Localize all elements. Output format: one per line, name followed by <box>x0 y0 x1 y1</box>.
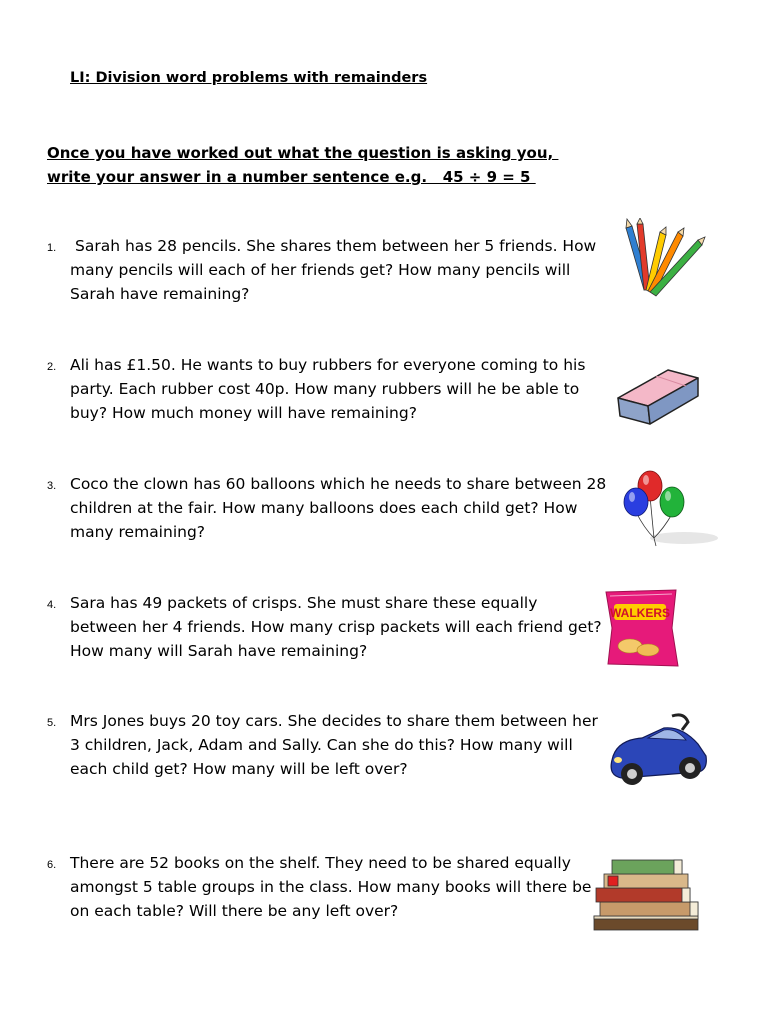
question-6 <box>47 851 607 923</box>
question-number: 2. <box>47 361 57 373</box>
question-text: Ali has £1.50. He wants to buy rubbers for everyone coming to his party. Each rubber cost 40p. How many rubbers will he be able to buy? How much money will have remaining? <box>70 356 586 422</box>
question-number: 6. <box>47 859 57 871</box>
toy-car-icon <box>602 708 712 792</box>
colored-pencils-icon <box>620 218 710 304</box>
eraser-icon <box>612 362 704 430</box>
question-1 <box>47 234 607 306</box>
question-text: There are 52 books on the shelf. They need to be shared equally amongst 5 table groups in the class. How many books will there be on each table? Will there be any left over? <box>70 854 592 920</box>
crisps-packet-icon <box>602 588 680 668</box>
question-number: 4. <box>47 599 57 611</box>
question-number: 3. <box>47 480 57 492</box>
instruction-line-2: write your answer in a number sentence e.g. 45 ÷ 9 = 5 <box>47 168 536 186</box>
question-text: Mrs Jones buys 20 toy cars. She decides to share them between her 3 children, Jack, Adam and Sally. Can she do this? How many will each child get? How many will be left over? <box>70 712 598 778</box>
question-2 <box>47 353 607 425</box>
question-text: Sarah has 28 pencils. She shares them between her 5 friends. How many pencils will each of her friends get? How many pencils will Sarah have remaining? <box>70 237 597 303</box>
question-number: 5. <box>47 717 57 729</box>
balloons-icon <box>616 468 720 552</box>
question-4 <box>47 591 607 663</box>
question-5 <box>47 709 607 781</box>
question-number: 1. <box>47 242 57 254</box>
instruction-line-1: Once you have worked out what the question is asking you, <box>47 144 559 162</box>
book-stack-icon <box>590 850 704 934</box>
crisps-brand-label: WALKERS <box>610 606 670 620</box>
question-3 <box>47 472 607 544</box>
question-text: Sara has 49 packets of crisps. She must share these equally between her 4 friends. How many crisp packets will each friend get? How many will Sarah have remaining? <box>70 594 602 660</box>
question-text: Coco the clown has 60 balloons which he needs to share between 28 children at the fair. How many balloons does each child get? How many remaining? <box>70 475 607 541</box>
page-title: LI: Division word problems with remainders <box>70 70 428 86</box>
